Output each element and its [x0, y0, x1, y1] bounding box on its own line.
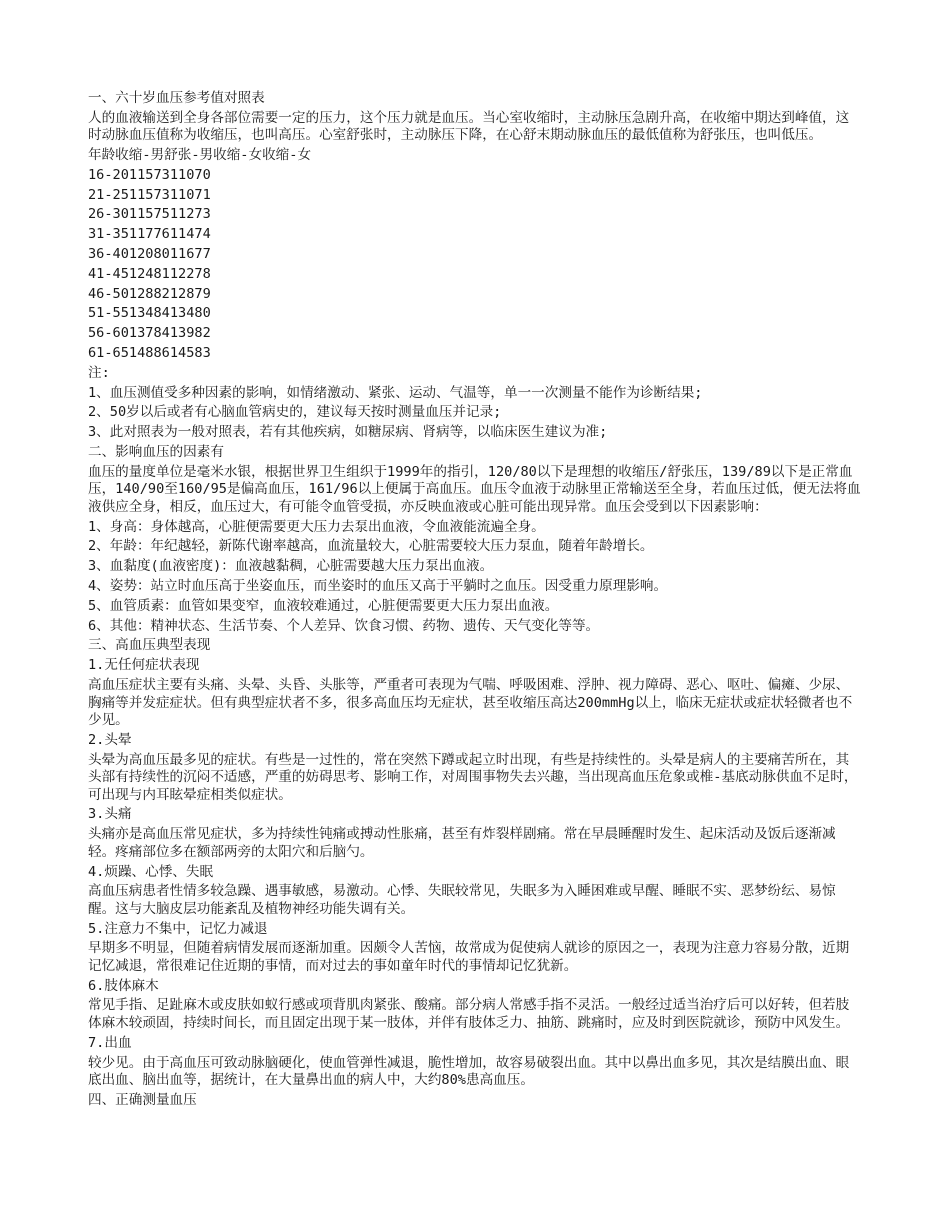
table-row: 36-401208011677	[88, 246, 211, 263]
paragraph: 头晕为高血压最多见的症状。有些是一过性的，常在突然下蹲或起立时出现，有些是持续性的。头晕是病人的主要痛苦所在，其头部有持续性的沉闷不适感，严重的妨碍思考、影响工作，对周围事物失去兴趣，当出现高血压危象或椎-基底动脉供血不足时，可出现与内耳眩晕症相类似症状。	[88, 751, 858, 803]
subheading: 3.头痛	[88, 806, 132, 823]
factor-item: 5、血管质素：血管如果变窄，血液较难通过，心脏便需要更大压力泵出血液。	[88, 597, 559, 614]
subheading: 7.出血	[88, 1034, 132, 1051]
note-label: 注:	[88, 364, 110, 381]
subheading: 4.烦躁、心悸、失眠	[88, 863, 214, 880]
note-item: 2、50岁以后或者有心脑血管病史的，建议每天按时测量血压并记录;	[88, 404, 502, 421]
table-row: 46-501288212879	[88, 285, 211, 302]
paragraph: 常见手指、足趾麻木或皮肤如蚁行感或项背肌肉紧张、酸痛。部分病人常感手指不灵活。一般经过适当治疗后可以好转，但若肢体麻木较顽固，持续时间长，而且固定出现于某一肢体，并伴有肢体乏力、抽筋、跳痛时，应及时到医院就诊，预防中风发生。	[88, 997, 850, 1031]
table-row: 51-551348413480	[88, 305, 211, 322]
table-row: 41-451248112278	[88, 265, 211, 282]
table-row: 56-601378413982	[88, 325, 211, 342]
paragraph: 头痛亦是高血压常见症状，多为持续性钝痛或搏动性胀痛，甚至有炸裂样剧痛。常在早晨睡醒时发生、起床活动及饭后逐渐减轻。疼痛部位多在额部两旁的太阳穴和后脑勺。	[88, 826, 836, 860]
table-row: 26-301157511273	[88, 206, 211, 223]
paragraph: 早期多不明显，但随着病情发展而逐渐加重。因颇令人苦恼，故常成为促使病人就诊的原因之一，表现为注意力容易分散，近期记忆减退，常很难记住近期的事情，而对过去的事如童年时代的事情却记忆犹新。	[88, 940, 850, 974]
table-row: 16-201157311070	[88, 166, 211, 183]
table-row: 21-251157311071	[88, 186, 211, 203]
subheading: 2.头晕	[88, 731, 132, 748]
heading-section-1: 一、六十岁血压参考值对照表	[88, 90, 265, 106]
heading-section-2: 二、影响血压的因素有	[88, 444, 224, 461]
factor-item: 4、姿势：站立时血压高于坐姿血压，而坐姿时的血压又高于平躺时之血压。因受重力原理影响。	[88, 578, 668, 595]
paragraph-bp-intro: 人的血液输送到全身各部位需要一定的压力，这个压力就是血压。当心室收缩时，主动脉压急剧升高，在收缩中期达到峰值，这时动脉血压值称为收缩压，也叫高压。心室舒张时，主动脉压下降，在心舒末期动脉血压的最低值称为舒张压，也叫低压。	[88, 109, 850, 144]
paragraph: 高血压症状主要有头痛、头晕、头昏、头胀等，严重者可表现为气喘、呼吸困难、浮肿、视力障碍、恶心、呕吐、偏瘫、少尿、胸痛等并发症症状。但有典型症状者不多，很多高血压均无症状，甚至收缩压高达200mmHg以上，临床无症状或症状轻微者也不少见。	[88, 677, 853, 729]
subheading: 1.无任何症状表现	[88, 657, 200, 674]
factor-item: 6、其他：精神状态、生活节奏、个人差异、饮食习惯、药物、遗传、天气变化等等。	[88, 617, 600, 634]
table-row: 61-651488614583	[88, 345, 211, 362]
factor-item: 2、年龄：年纪越轻，新陈代谢率越高，血流量较大，心脏需要较大压力泵血，随着年龄增长。	[88, 538, 654, 555]
heading-section-4: 四、正确测量血压	[88, 1091, 197, 1108]
factor-item: 3、血黏度(血液密度)：血液越黏稠，心脏需要越大压力泵出血液。	[88, 558, 494, 575]
heading-section-3: 三、高血压典型表现	[88, 637, 211, 654]
subheading: 6.肢体麻木	[88, 977, 159, 994]
factor-item: 1、身高：身体越高，心脏便需要更大压力去泵出血液，令血液能流遍全身。	[88, 518, 545, 535]
paragraph-bp-units: 血压的量度单位是毫米水银，根据世界卫生组织于1999年的指引，120/80以下是理想的收缩压/舒张压，139/89以下是正常血压，140/90至160/95是偏高血压，161/96以上便属于高血压。血压令血液于动脉里正常输送至全身，若血压过低，便无法将血液供应全身，相反，血压过大，有可能令血管受损，亦反映血液或心脏可能出现异常。血压会受到以下因素影响：	[88, 463, 861, 515]
paragraph: 高血压病患者性情多较急躁、遇事敏感，易激动。心悸、失眠较常见，失眠多为入睡困难或早醒、睡眠不实、恶梦纷纭、易惊醒。这与大脑皮层功能紊乱及植物神经功能失调有关。	[88, 883, 836, 917]
table-row: 31-351177611474	[88, 226, 211, 243]
paragraph: 较少见。由于高血压可致动脉脑硬化，使血管弹性减退，脆性增加，故容易破裂出血。其中以鼻出血多见，其次是结膜出血、眼底出血、脑出血等，据统计，在大量鼻出血的病人中，大约80%患高血压。	[88, 1054, 850, 1089]
document-body	[88, 90, 862, 1112]
subheading: 5.注意力不集中，记忆力减退	[88, 920, 268, 937]
note-item: 1、血压测值受多种因素的影响，如情绪激动、紧张、运动、气温等，单一一次测量不能作为诊断结果;	[88, 384, 703, 401]
table-header: 年龄收缩-男舒张-男收缩-女收缩-女	[88, 147, 312, 164]
note-item: 3、此对照表为一般对照表，若有其他疾病，如糖尿病、肾病等，以临床医生建议为准;	[88, 424, 608, 441]
